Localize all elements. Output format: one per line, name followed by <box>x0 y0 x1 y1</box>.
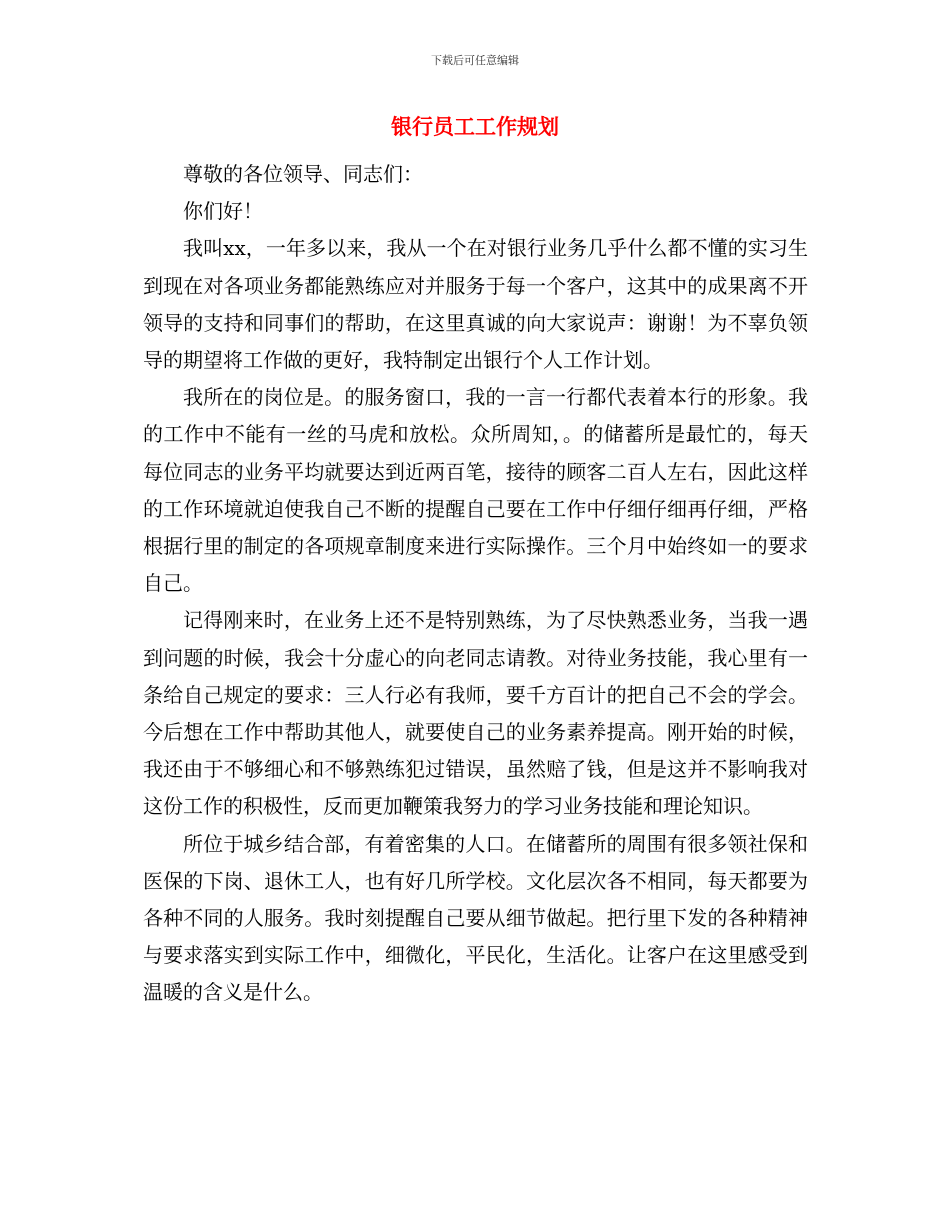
salutation-line: 你们好！ <box>183 199 263 224</box>
document-body <box>143 156 808 1012</box>
greeting-line: 尊敬的各位领导、同志们： <box>183 162 423 186</box>
body-paragraph: 记得刚来时，在业务上还不是特别熟练，为了尽快熟悉业务，当我一遇到问题的时候，我会十分虚心的向老同志请教。对待业务技能，我心里有一条给自己规定的要求：三人行必有我师，要千方百计的把自己不会的学会。今后想在工作中帮助其他人，就要使自己的业务素养提高。刚开始的时候，我还由于不够细心和不够熟练犯过错误，虽然赔了钱，但是这并不影响我对这份工作的积极性，反而更加鞭策我努力的学习业务技能和理论知识。 <box>143 608 808 819</box>
page-header: 下载后可任意编辑 <box>431 54 519 67</box>
document-title: 银行员工工作规划 <box>391 115 559 139</box>
body-paragraph: 我所在的岗位是。的服务窗口，我的一言一行都代表着本行的形象。我的工作中不能有一丝的马虎和放松。众所周知，。的储蓄所是最忙的，每天每位同志的业务平均就要达到近两百笔，接待的顾客二百人左右，因此这样的工作环境就迫使我自己不断的提醒自己要在工作中仔细仔细再仔细，严格根据行里的制定的各项规章制度来进行实际操作。三个月中始终如一的要求自己。 <box>143 385 808 596</box>
body-paragraph: 我叫xx，一年多以来，我从一个在对银行业务几乎什么都不懂的实习生到现在对各项业务都能熟练应对并服务于每一个客户，这其中的成果离不开领导的支持和同事们的帮助，在这里真诚的向大家说声：谢谢！为不辜负领导的期望将工作做的更好，我特制定出银行个人工作计划。 <box>143 236 808 373</box>
body-paragraph: 所位于城乡结合部，有着密集的人口。在储蓄所的周围有很多领社保和医保的下岗、退休工人，也有好几所学校。文化层次各不相同，每天都要为各种不同的人服务。我时刻提醒自己要从细节做起。把行里下发的各种精神与要求落实到实际工作中，细微化，平民化，生活化。让客户在这里感受到温暖的含义是什么。 <box>143 831 808 1005</box>
